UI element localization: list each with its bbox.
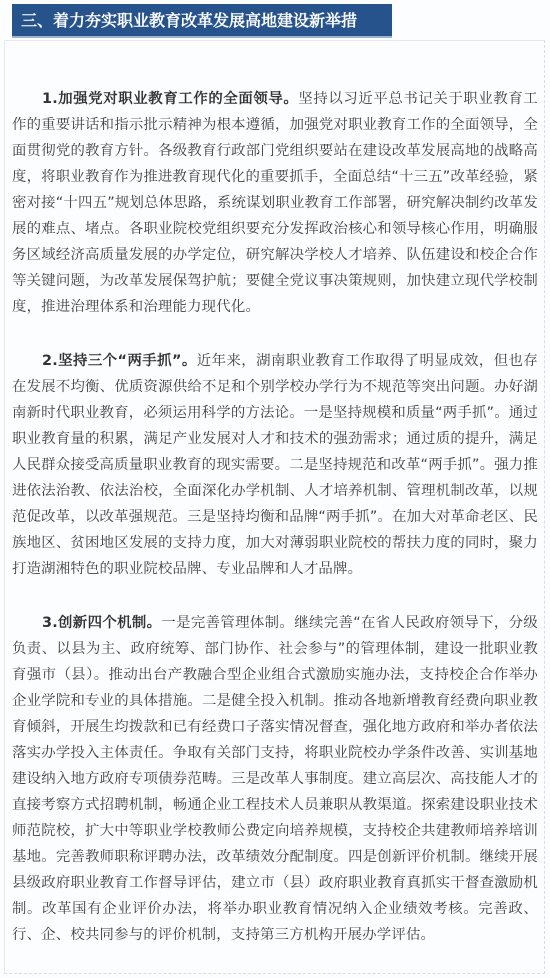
section-title: 三、着力夯实职业教育改革发展高地建设新举措 xyxy=(12,4,392,38)
paragraph-3-lead: 3.创新四个机制。 xyxy=(42,615,162,632)
paragraph-3-body: 一是完善管理体制。继续完善“在省人民政府领导下，分级负责、以县为主、政府统筹、部门协作、社会参与”的管理体制，建设一批职业教育强市（县）。推动出台产教融合型企业组合式激励实施办法，支持校企合作举办企业学院和专业的具体措施。二是健全投入机制。推动各地新增教育经费向职业教育倾斜，开展生均拨款和已有经费口子落实情况督查，强化地方政府和举办者依法落实办学投入主体责任。争取有关部门支持，将职业院校办学条件改善、实训基地建设纳入地方政府专项债券范畴。三是改革人事制度。建立高层次、高技能人才的直接考察方式招聘机制，畅通企业工程技术人员兼职从教渠道。探索建设职业技术师范院校，扩大中等职业学校教师公费定向培养规模，支持校企共建教师培养培训基地。完善教师职称评聘办法，改革绩效分配制度。四是创新评价机制。继续开展县级政府职业教育工作督导评估，建立市（县）政府职业教育真抓实干督查激励机制。改革国有企业评价办法，将举办职业教育情况纳入企业绩效考核。完善政、行、企、校共同参与的评价机制，支持第三方机构开展办学评估。 xyxy=(12,615,538,944)
paragraph-2-body: 近年来，湖南职业教育工作取得了明显成效，但也存在发展不均衡、优质资源供给不足和个别学校办学行为不规范等突出问题。办好湖南新时代职业教育，必须运用科学的方法论。一是坚持规模和质量“两手抓”。通过职业教育量的积累，满足产业发展对人才和技术的强劲需求；通过质的提升，满足人民群众接受高质量职业教育的现实需要。二是坚持规范和改革“两手抓”。强力推进依法治教、依法治校，全面深化办学机制、人才培养机制、管理机制改革，以规范促改革，以改革强规范。三是坚持均衡和品牌“两手抓”。在加大对革命老区、民族地区、贫困地区发展的支持力度，加大对薄弱职业院校的帮扶力度的同时，聚力打造湖湘特色的职业院校品牌、专业品牌和人才品牌。 xyxy=(12,353,538,578)
paragraph-1 xyxy=(12,86,538,320)
paragraph-2 xyxy=(12,348,538,582)
paragraph-1-lead: 1.加强党对职业教育工作的全面领导。 xyxy=(42,91,299,108)
paragraph-2-lead: 2.坚持三个“两手抓”。 xyxy=(42,353,197,370)
paragraph-3 xyxy=(12,610,538,948)
paragraph-1-body: 坚持以习近平总书记关于职业教育工作的重要讲话和指示批示精神为根本遵循，加强党对职业教育工作的全面领导，全面贯彻党的教育方针。各级教育行政部门党组织要站在建设改革发展高地的战略高度，将职业教育作为推进教育现代化的重要抓手，全面总结“十三五”改革经验，紧密对接“十四五”规划总体思路，系统谋划职业教育工作部署，研究解决制约改革发展的难点、堵点。各职业院校党组织要充分发挥政治核心和领导核心作用，明确服务区域经济高质量发展的办学定位，研究解决学校人才培养、队伍建设和校企合作等关键问题，为改革发展保驾护航；要健全党议事决策规则，加快建立现代学校制度，推进治理体系和治理能力现代化。 xyxy=(12,91,538,316)
